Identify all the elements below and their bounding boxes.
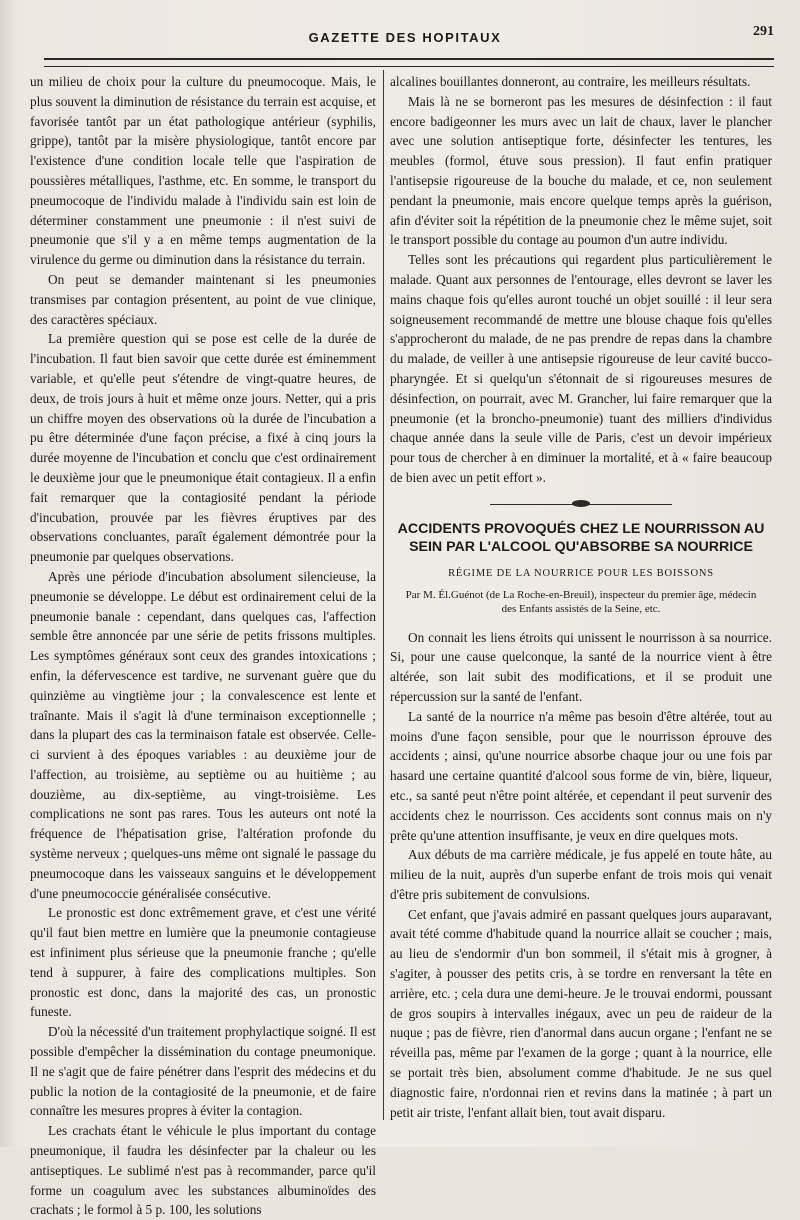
paragraph: La première question qui se pose est celle de la durée de l'incubation. Il faut bien savoir que cette durée est éminemment variable, et qu'elle peut s'étendre de vingt-quatre heures, de deux, de trois jours à huit et même onze jours. Netter, qui a pris un chiffre moyen des observations où la durée de l'incubation a pu être déterminée d'une façon précise, a fixé à cinq jours la durée moyenne de l'incubation et conclu que c'est ordinairement le deuxième jour que le pneumonique était contagieux. Il a enfin fait remarquer que la contagiosité pendant la période d'incubation, prouvée par les fièvres éruptives par des observations concluantes, paraît également démontrée pour la pneumonie par quelques observations.: [30, 331, 376, 565]
right-column: [390, 72, 772, 1122]
section-separator: [390, 500, 772, 510]
article-subtitle: RÉGIME DE LA NOURRICE POUR LES BOISSONS: [448, 567, 714, 579]
left-column: [30, 72, 376, 1220]
paragraph: Après une période d'incubation absolument silencieuse, la pneumonie se développe. Le début est ordinairement celui de la pneumonie banale : cependant, dans quelques cas, l'affection semble être annoncée par une série de petits frissons multiples. Les symptômes généraux sont ceux des grandes intoxications ; enfin, la défervescence est tardive, ne survenant guère que du quinzième au vingtième jour ; la convalescence est lente et traînante. Mais il s'agit là d'une terminaison exceptionnelle ; dans la plupart des cas la terminaison fatale est observée. Celle-ci survient à des époques variables : au deuxième jour de l'affection, au troisième, au septième ou au huitième ; au douzième, au dix-septième, au vingt-troisième. Les complications ne sont pas rares. Tous les auteurs ont noté la fréquence de l'hépatisation grise, l'altération profonde du système nerveux ; quelques-uns même ont signalé le passage du pneumocoque dans les vaisseaux sanguins et le développement d'une pneumococcie généralisée consécutive.: [30, 568, 376, 901]
paragraph: Le pronostic est donc extrêmement grave, et c'est une vérité qu'il faut bien mettre en lumière que la pneumonie contagieuse est infiniment plus sérieuse que la pneumonie franche ; qu'elle tend à suppurer, à faire des complications multiples. Son pronostic est donc, dans la majorité des cas, un pronostic funeste.: [30, 905, 376, 1020]
separator-ornament: [572, 500, 590, 507]
running-title: GAZETTE DES HOPITAUX: [308, 30, 502, 45]
page-number: 291: [753, 24, 774, 39]
paragraph: Aux débuts de ma carrière médicale, je fus appelé en toute hâte, au milieu de la nuit, auprès d'un superbe enfant de trois mois qui venait d'être pris subitement de convulsions.: [390, 847, 772, 902]
header-rule: [44, 58, 774, 60]
paragraph: D'où la nécessité d'un traitement prophylactique soigné. Il est possible d'empêcher la dissémination du contage pneumonique. Il ne s'agit que de faire pénétrer dans l'esprit des médecins et du public la notion de la contagiosité de la pneumonie, et de faire connaître les mesures propres à éviter la contagion.: [30, 1024, 376, 1119]
article-title: ACCIDENTS PROVOQUÉS CHEZ LE NOURRISSON AU SEIN PAR L'ALCOOL QU'ABSORBE SA NOURRICE: [397, 520, 765, 555]
paragraph: La santé de la nourrice n'a même pas besoin d'être altérée, tout au moins d'une façon sensible, pour que le nourrisson éprouve des accidents ; ainsi, qu'une nourrice absorbe chaque jour ou une fois par hasard une certaine quantité d'alcool sous forme de vin, bière, liqueur, etc., sa santé peut n'être point altérée, et cependant il peut survenir des accidents chez le nourrisson. Ces accidents sont connus mais on n'y prête qu'une attention insuffisante, je veux en dire quelques mots.: [390, 708, 772, 843]
paragraph: Les crachats étant le véhicule le plus important du contage pneumonique, il faudra les désinfecter par la chaleur ou les antiseptiques. Le sublimé n'est pas à recommander, parce qu'il forme un coagulum avec les substances albuminoïdes des crachats ; le formol à 5 p. 100, les solutions: [30, 1123, 376, 1218]
paragraph: On peut se demander maintenant si les pneumonies transmises par contagion présentent, au point de vue clinique, des caractères spéciaux.: [30, 271, 376, 327]
header-rule-thin: [44, 66, 774, 67]
paragraph: un milieu de choix pour la culture du pneumocoque. Mais, le plus souvent la diminution de résistance du terrain est acquise, et favorisée tantôt par un état pathologique antérieur (syphilis, grippe), tantôt par la misère physiologique, tantôt encore par l'existence d'une condition locale telle que l'aspiration de poussières métalliques, l'asthme, etc. En somme, le transport du pneumocoque de l'individu malade à l'individu sain est loin de déterminer constamment une pneumonie : il n'est suivi de pneumonie que s'il y a en même temps augmentation de la virulence du germe ou diminution dans la résistance du terrain.: [30, 74, 376, 268]
column-divider: [383, 70, 384, 1120]
paragraph: Telles sont les précautions qui regardent plus particulièrement le malade. Quant aux personnes de l'entourage, elles devront se laver les mains chaque fois qu'elles auront touché un objet souillé : il leur sera soigneusement recommandé de mettre une blouse chaque fois qu'elles s'approcheront du malade, de ne pas prendre de repas dans la chambre du malade, de veiller à une antisepsie rigoureuse de leur cavité bucco-pharyngée. Et si quelqu'un s'étonnait de si rigoureuses mesures de désinfection, on pourrait, avec M. Grancher, lui faire remarquer que la pneumonie (et la broncho-pneumonie) tuant des milliers d'individus chaque année dans la seule ville de Paris, c'est un devoir impérieux pour tous de chercher à en diminuer la mortalité, et à « faire beaucoup de bien avec un petit effort ».: [390, 252, 772, 485]
paragraph: On connait les liens étroits qui unissent le nourrisson à sa nourrice. Si, pour une cause quelconque, la santé de la nourrice vient à être altérée, son lait subit des modifications, et il se produit une répercussion sur la santé de l'enfant.: [390, 629, 772, 704]
paragraph: alcalines bouillantes donneront, au contraire, les meilleurs résultats.: [390, 74, 751, 89]
paragraph: Cet enfant, que j'avais admiré en passant quelques jours auparavant, avait tété comme d'habitude quand la nourrice allait se coucher ; mais, au lieu de s'endormir d'un bon sommeil, il s'était mis à grogner, à s'agiter, à pousser des petits cris, à se tordre en renversant la tête en arrière, etc. ; cela dura une demi-heure. Je le trouvai endormi, poussant de gros soupirs à intervalles inégaux, avec un peu de raideur de la nuque ; pas de fièvre, rien d'anormal dans aucun organe ; l'enfant ne se réveilla pas, même par l'examen de la gorge ; quant à la nourrice, elle se portait très bien, absolument comme d'habitude. Je ne sus quel diagnostic faire, n'ordonnai rien et revins dans la matinée ; à part un petit air triste, l'enfant allait bien, tout avait disparu.: [390, 906, 772, 1120]
page-header: [0, 24, 800, 50]
paragraph: Mais là ne se borneront pas les mesures de désinfection : il faut encore badigeonner les murs avec un lait de chaux, laver le plancher avec une solution antiseptique forte, désinfecter les tentures, les meubles (formol, étuve sous pression). Il faut enfin pratiquer l'antisepsie rigoureuse de la bouche du malade, et ce, non seulement pendant la pneumonie, mais encore quelque temps après la guérison, afin d'éviter soit la répétition de la pneumonie chez le même sujet, soit le transport possible du contage au poumon d'un autre individu.: [390, 93, 772, 248]
article-byline: Par M. Él.Guénot (de La Roche-en-Breuil), inspecteur du premier âge, médecin des Enfants assistés de la Seine, etc.: [405, 588, 757, 615]
